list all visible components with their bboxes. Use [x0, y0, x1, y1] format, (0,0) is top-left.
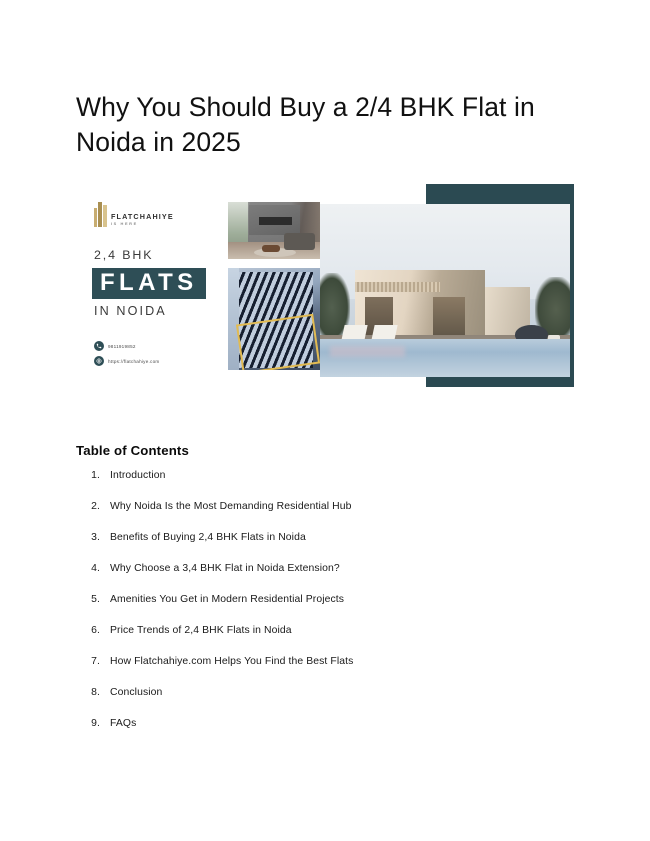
- list-item-number: 4.: [91, 563, 100, 574]
- list-item[interactable]: [76, 656, 546, 687]
- contact-website-row: [94, 356, 216, 366]
- building-icon: [94, 200, 107, 227]
- list-item[interactable]: [76, 501, 546, 532]
- list-item[interactable]: [76, 687, 546, 718]
- page-title: Why You Should Buy a 2/4 BHK Flat in Noida in 2025: [76, 91, 535, 158]
- table-of-contents-heading: Table of Contents: [76, 443, 189, 458]
- list-item-number: 7.: [91, 656, 100, 667]
- interior-living-room-photo: [228, 202, 320, 259]
- list-item[interactable]: [76, 625, 546, 656]
- brand-logo: [94, 200, 174, 227]
- list-item-label: Why Choose a 3,4 BHK Flat in Noida Extension?: [110, 563, 340, 574]
- list-item-number: 6.: [91, 625, 100, 636]
- list-item-label: Amenities You Get in Modern Residential Projects: [110, 594, 345, 605]
- phone-icon: [94, 341, 104, 351]
- contact-phone-row: [94, 341, 216, 351]
- banner-headline-sub: 2,4 BHK: [94, 248, 154, 262]
- promotional-banner-image: [88, 176, 574, 390]
- banner-headline-main: FLATS: [92, 268, 206, 299]
- list-item-number: 9.: [91, 718, 100, 729]
- list-item-label: Conclusion: [110, 687, 163, 698]
- list-item[interactable]: [76, 594, 546, 625]
- list-item-label: Introduction: [110, 470, 166, 481]
- list-item-number: 3.: [91, 532, 100, 543]
- list-item-label: Benefits of Buying 2,4 BHK Flats in Noida: [110, 532, 306, 543]
- list-item-number: 5.: [91, 594, 100, 605]
- list-item[interactable]: [76, 470, 546, 501]
- list-item[interactable]: [76, 532, 546, 563]
- list-item-label: Price Trends of 2,4 BHK Flats in Noida: [110, 625, 292, 636]
- brand-tagline: IS HERE: [111, 221, 138, 227]
- globe-icon: [94, 356, 104, 366]
- contact-website: https://flatchahiye.com: [108, 358, 160, 364]
- list-item-label: FAQs: [110, 718, 137, 729]
- banner-headline-city: IN NOIDA: [94, 304, 167, 318]
- villa-with-pool-photo: [320, 204, 570, 377]
- list-item-number: 1.: [91, 470, 100, 481]
- list-item-number: 2.: [91, 501, 100, 512]
- brand-text: [111, 213, 174, 228]
- contact-phone: 9811919852: [108, 343, 136, 349]
- list-item-number: 8.: [91, 687, 100, 698]
- table-of-contents-list: [76, 470, 546, 749]
- brand-name: FLATCHAHIYE: [111, 211, 174, 221]
- apartment-building-photo: [228, 268, 320, 370]
- banner-left-panel: [88, 186, 216, 382]
- list-item[interactable]: [76, 718, 546, 749]
- banner-contact-block: [94, 341, 216, 371]
- list-item[interactable]: [76, 563, 546, 594]
- list-item-label: How Flatchahiye.com Helps You Find the Best Flats: [110, 656, 354, 667]
- list-item-label: Why Noida Is the Most Demanding Residential Hub: [110, 501, 352, 512]
